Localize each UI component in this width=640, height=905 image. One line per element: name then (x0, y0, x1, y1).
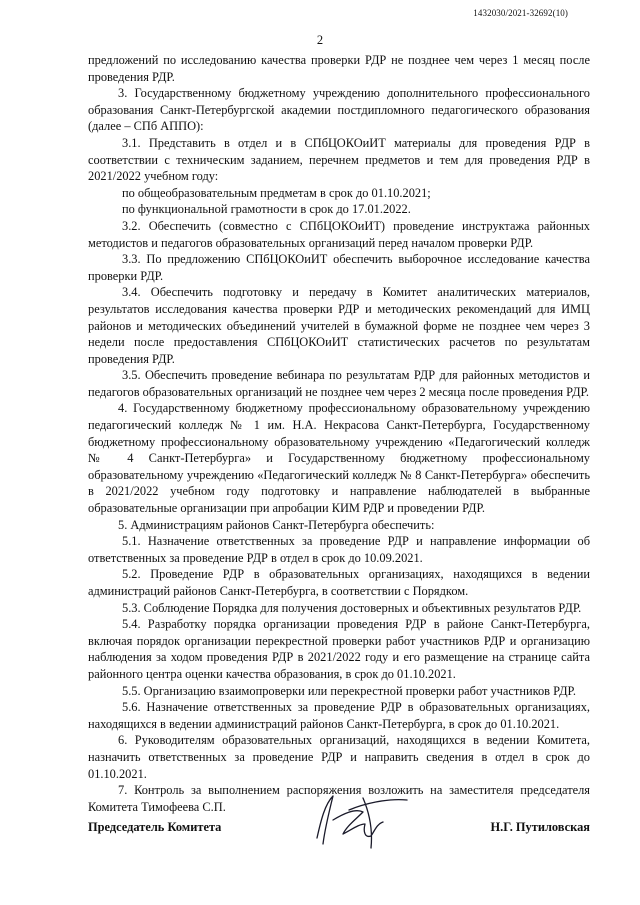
paragraph-3-4: 3.4. Обеспечить подготовку и передачу в Комитет аналитических материалов, результатов исследования качества проверки РДР и методических рекомендаций для ИМЦ районов и методических объединений учителей в бумажной форме не позднее чем через 3 недели после предоставления СПбЦОКОиИТ статистических расчетов по результатам проведения РДР. (88, 285, 590, 366)
handwritten-signature (303, 790, 413, 852)
signature-block (88, 812, 590, 852)
paragraph-5-5: 5.5. Организацию взаимопроверки или перекрестной проверки работ участников РДР. (122, 683, 576, 698)
paragraph-3-1: 3.1. Представить в отдел и в СПбЦОКОиИТ материалы для проведения РДР в соответствии с техническим заданием, перечнем предметов и тем для проведения РДР в 2021/2022 учебном году: (88, 135, 590, 184)
paragraph-7: 7. Контроль за выполнением распоряжения возложить на заместителя председателя Комитета Тимофеева С.П. (88, 783, 590, 814)
paragraph-6: 6. Руководителям образовательных организаций, находящихся в ведении Комитета, назначить ответственных за проведение РДР и направить сведения в отдел в срок до 01.10.2021. (88, 733, 590, 781)
paragraph-continuation: предложений по исследованию качества проверки РДР не позднее чем через 1 месяц после проведения РДР. (88, 53, 590, 84)
paragraph-3-3: 3.3. По предложению СПбЦОКОиИТ обеспечить выборочное исследование качества проверки РДР. (88, 252, 590, 283)
paragraph-3-1-a: по общеобразовательным предметам в срок до 01.10.2021; (122, 185, 431, 200)
document-id: 1432030/2021-32692(10) (473, 8, 568, 18)
paragraph-5-6: 5.6. Назначение ответственных за проведение РДР в образовательных организациях, находящихся в ведении администраций районов Санкт-Петербурга, в срок до 01.10.2021. (88, 700, 590, 731)
paragraph-5-3: 5.3. Соблюдение Порядка для получения достоверных и объективных результатов РДР. (122, 600, 582, 615)
paragraph-3: 3. Государственному бюджетному учреждению дополнительного профессионального образования Санкт-Петербургской академии постдипломного педагогического образования (далее – СПб АППО): (88, 86, 590, 134)
paragraph-5-2: 5.2. Проведение РДР в образовательных организациях, находящихся в ведении администраций районов Санкт-Петербурга, в соответствии с Порядком. (88, 567, 590, 598)
paragraph-3-2: 3.2. Обеспечить (совместно с СПбЦОКОиИТ) проведение инструктажа районных методистов и педагогов образовательных организаций перед началом проверки РДР. (88, 218, 590, 250)
document-body (88, 52, 590, 815)
paragraph-5-4: 5.4. Разработку порядка организации проведения РДР в районе Санкт-Петербурга, включая порядок организации перекрестной проверки работ участников РДР и организацию наблюдения за ходом проведения РДР в 2021/2022 году и его размещение на странице сайта районного центра оценки качества образования, в срок до 01.10.2021. (88, 617, 590, 681)
signatory-name: Н.Г. Путиловская (490, 820, 590, 834)
paragraph-5: 5. Администрациям районов Санкт-Петербурга обеспечить: (118, 517, 435, 532)
paragraph-3-1-b: по функциональной грамотности в срок до 17.01.2022. (122, 202, 411, 217)
paragraph-4: 4. Государственному бюджетному профессиональному образовательному учреждению педагогический колледж № 1 им. Н.А. Некрасова Санкт-Петербурга, Государственному бюджетному профессиональному образовательному учреждению «Педагогический колледж № 4 Санкт-Петербурга» и Государственному бюджетному профессиональному образовательному учреждению «Педагогический колледж № 8 Санкт-Петербурга» обеспечить в 2021/2022 учебном году подготовку и направление наблюдателей в выбранные образовательные организации при апробации КИМ РДР и проведении РДР. (88, 401, 590, 516)
paragraph-3-5: 3.5. Обеспечить проведение вебинара по результатам РДР для районных методистов и педагогов образовательных организаций не позднее чем через 2 месяца после проведения РДР. (88, 368, 590, 399)
signatory-role: Председатель Комитета (88, 820, 222, 834)
page-number: 2 (316, 33, 324, 47)
paragraph-5-1: 5.1. Назначение ответственных за проведение РДР и направление информации об ответственных за проведение РДР в отдел в срок до 10.09.2021. (88, 534, 590, 565)
